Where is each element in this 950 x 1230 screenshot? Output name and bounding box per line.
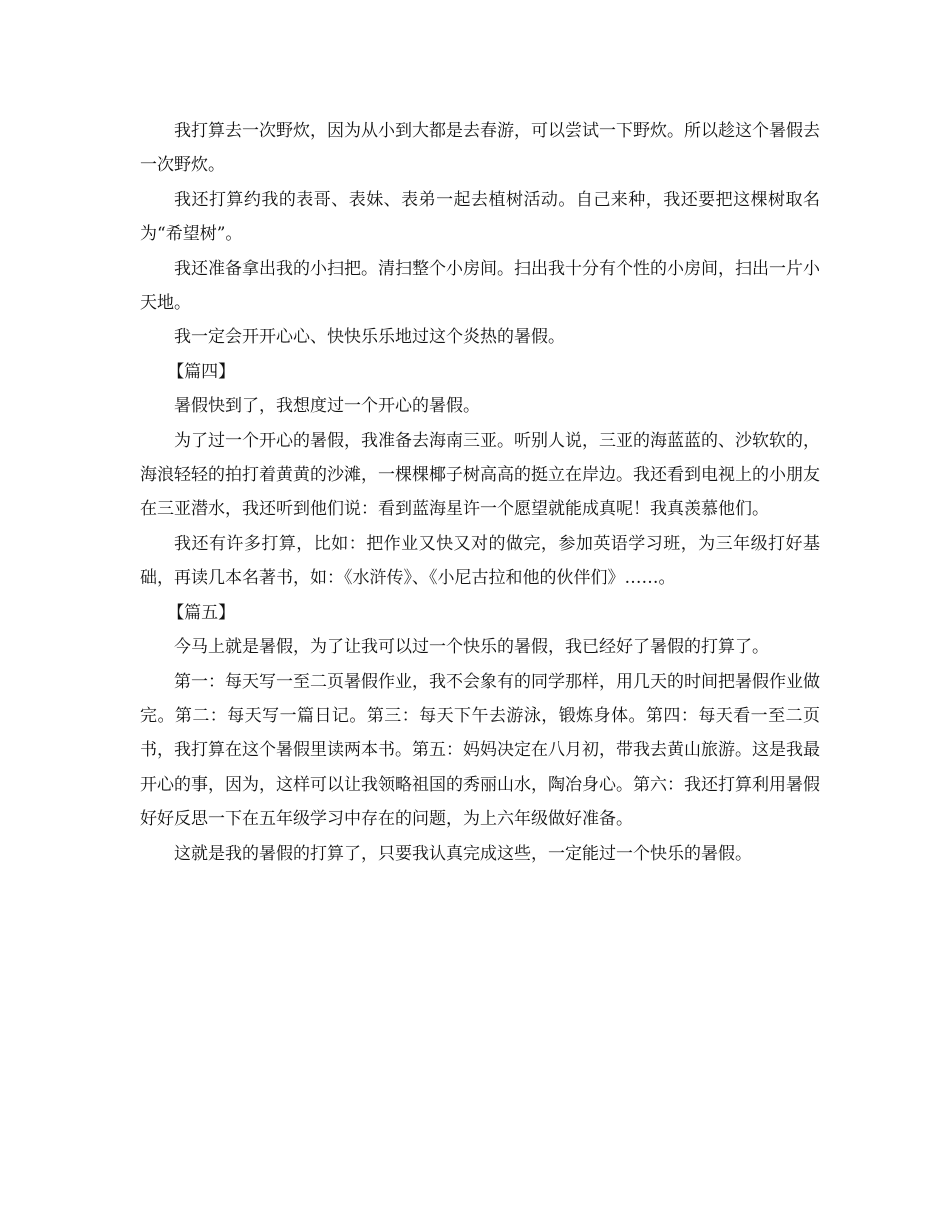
- paragraph-conclusion: 这就是我的暑假的打算了，只要我认真完成这些，一定能过一个快乐的暑假。: [174, 843, 752, 864]
- paragraph-summer-coming: 暑假快到了，我想度过一个开心的暑假。: [174, 396, 480, 417]
- paragraph-picnic: 我打算去一次野炊，因为从小到大都是去春游，可以尝试一下野炊。所以趁这个暑假去一次野炊。: [140, 121, 820, 176]
- section-heading-part-five: 【篇五】: [167, 602, 236, 623]
- paragraph-cleaning: 我还准备拿出我的小扫把。清扫整个小房间。扫出我十分有个性的小房间，扫出一片小天地。: [140, 258, 820, 314]
- section-heading-part-four: 【篇四】: [167, 361, 236, 382]
- paragraph-other-plans: 我还有许多打算，比如：把作业又快又对的做完，参加英语学习班，为三年级打好基础，再读几本名著书，如：《水浒传》、《小尼古拉和他的伙伴们》……。: [140, 533, 820, 589]
- paragraph-summer-plan-intro: 今马上就是暑假，为了让我可以过一个快乐的暑假，我已经好了暑假的打算了。: [174, 637, 769, 658]
- document-body: [140, 114, 820, 871]
- paragraph-tree-planting: 我还打算约我的表哥、表妹、表弟一起去植树活动。自己来种，我还要把这棵树取名为“希望树”。: [140, 189, 820, 245]
- paragraph-plan-list: 第一：每天写一至二页暑假作业，我不会象有的同学那样，用几天的时间把暑假作业做完。第二：每天写一篇日记。第三：每天下午去游泳，锻炼身体。第四：每天看一至二页书，我打算在这个暑假里读两本书。第五：妈妈决定在八月初，带我去黄山旅游。这是我最开心的事，因为，这样可以让我领略祖国的秀丽山水，陶冶身心。第六：我还打算利用暑假好好反思一下在五年级学习中存在的问题，为上六年级做好准备。: [140, 671, 820, 830]
- paragraph-happy-summer: 我一定会开开心心、快快乐乐地过这个炎热的暑假。: [174, 327, 565, 348]
- paragraph-sanya-trip: 为了过一个开心的暑假，我准备去海南三亚。听别人说，三亚的海蓝蓝的、沙软软的，海浪轻轻的拍打着黄黄的沙滩，一棵棵椰子树高高的挺立在岸边。我还看到电视上的小朋友在三亚潜水，我还听到他们说：看到蓝海星许一个愿望就能成真呢！我真羡慕他们。: [140, 430, 820, 520]
